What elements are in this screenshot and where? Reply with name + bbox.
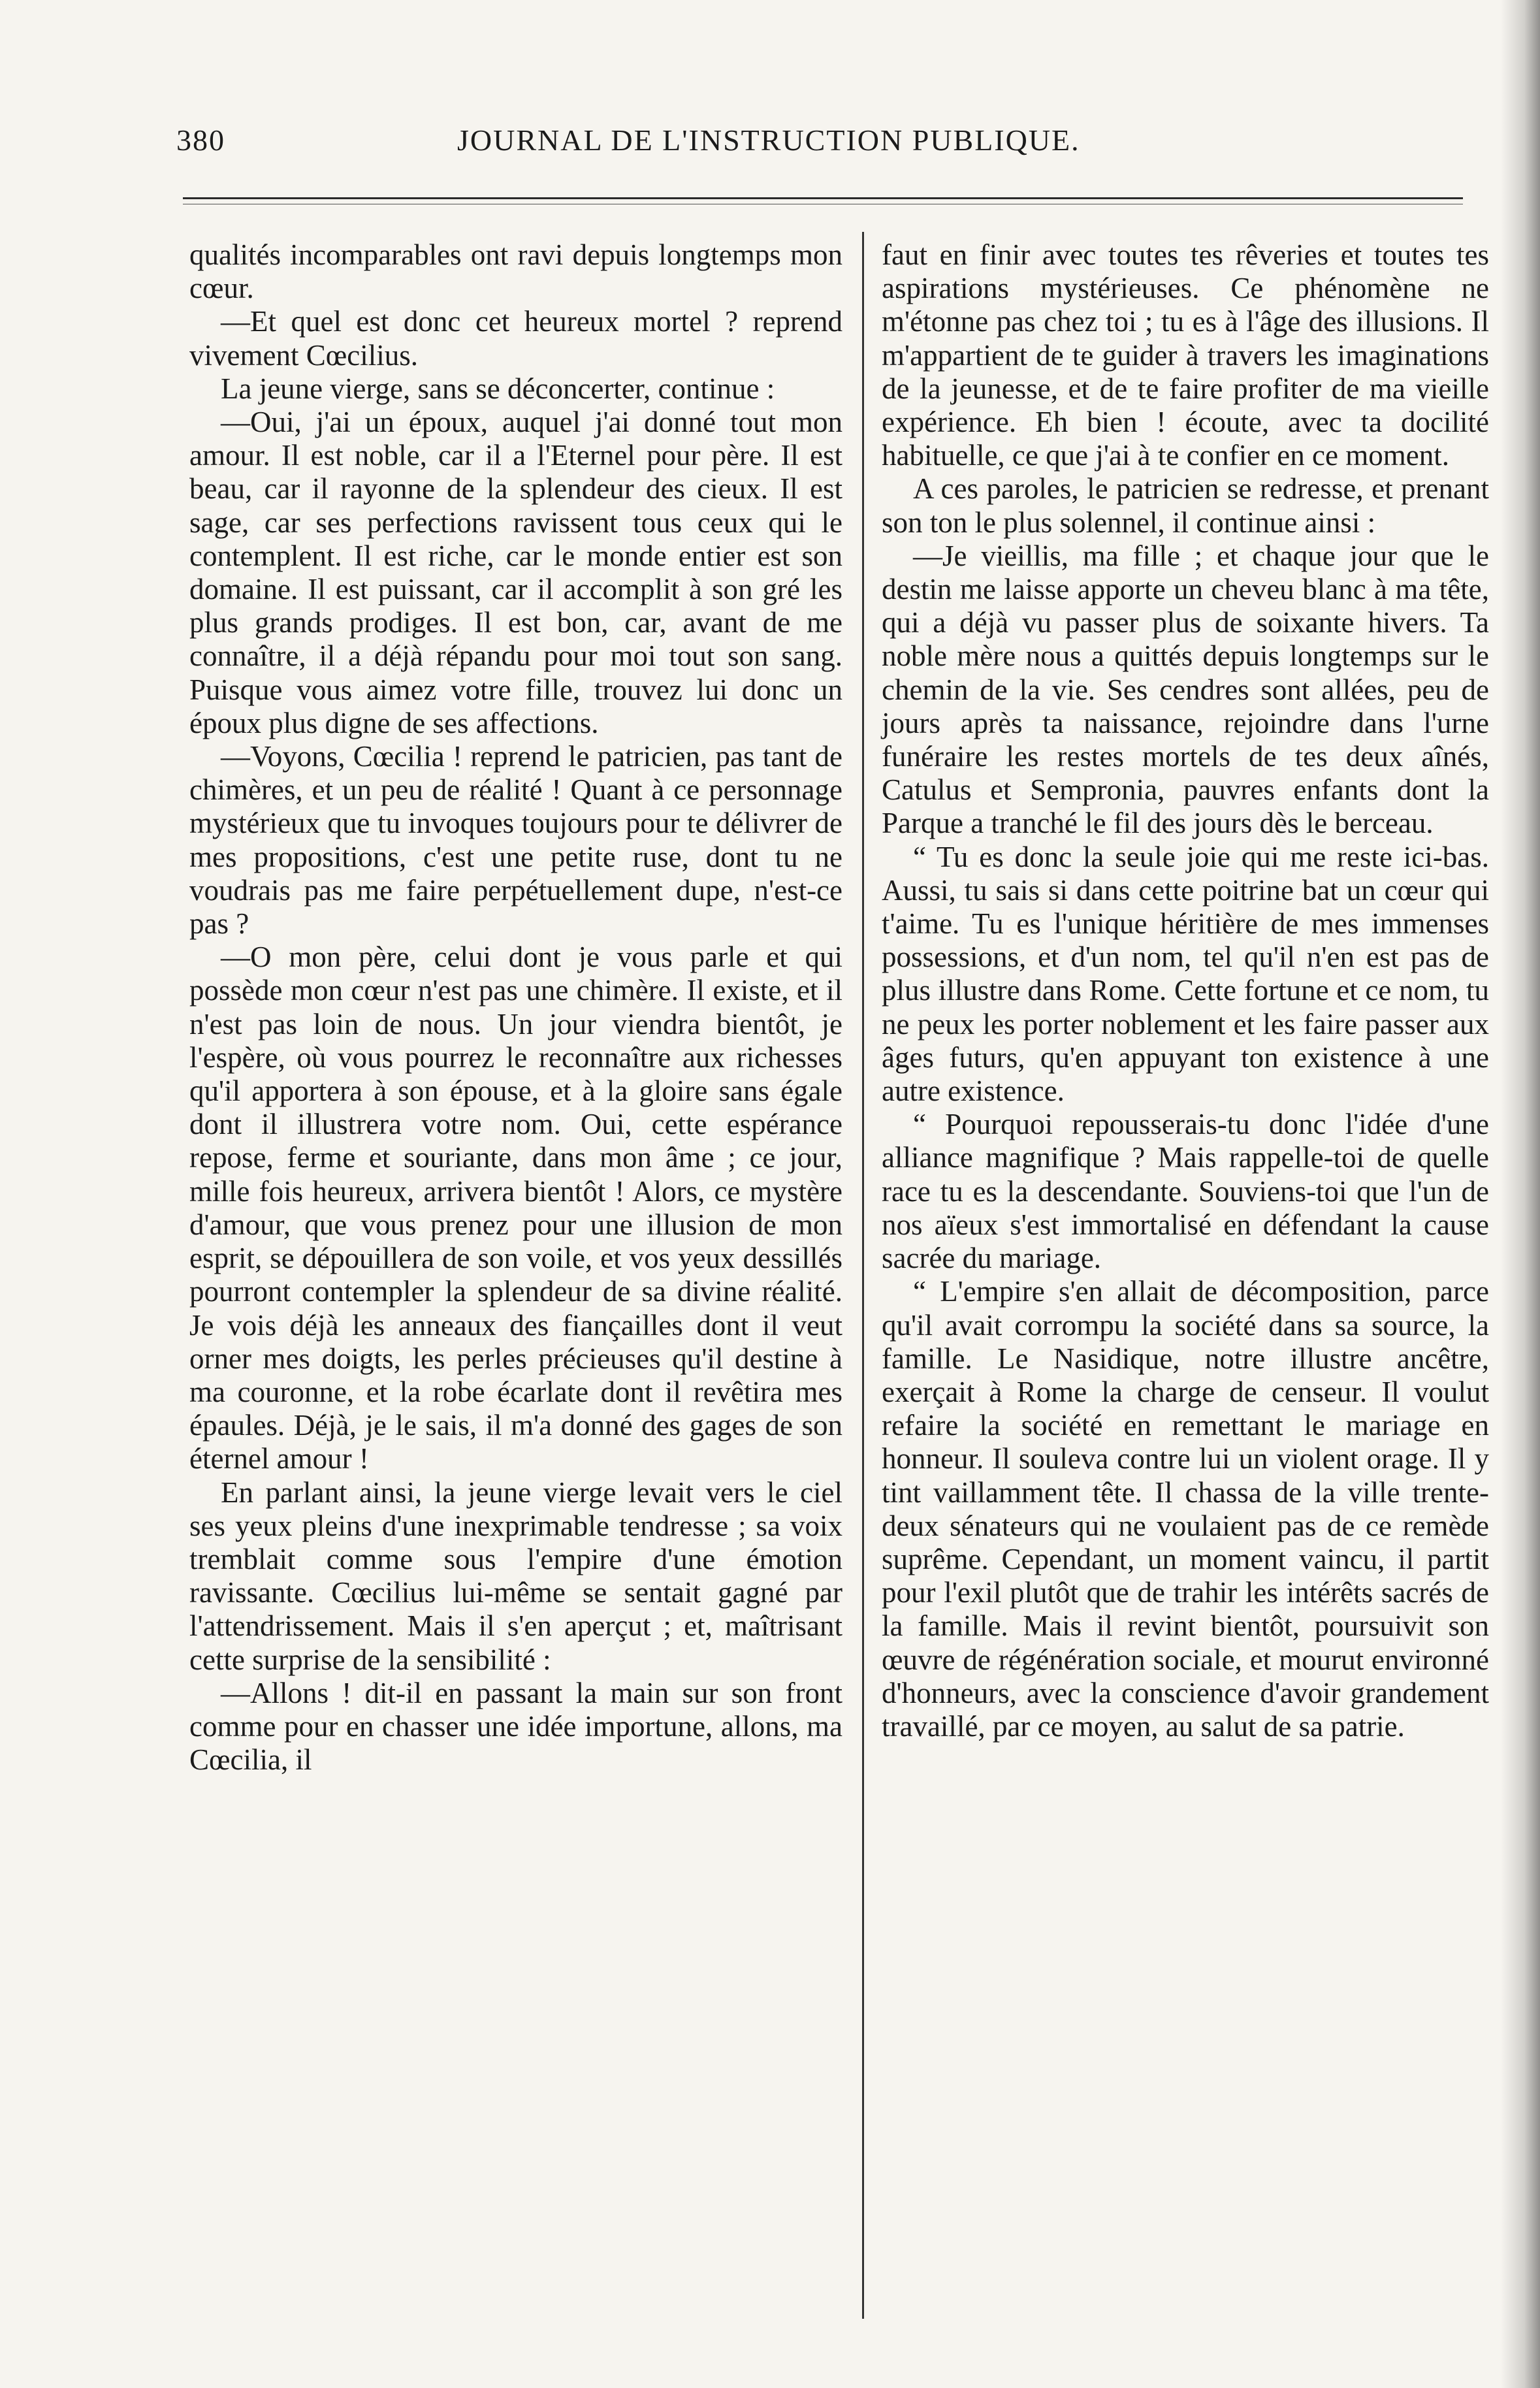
left-column [189, 238, 842, 1777]
paragraph: —Et quel est donc cet heureux mortel ? reprend vivement Cœcilius. [189, 305, 842, 372]
header-rule [183, 197, 1463, 199]
paragraph: —O mon père, celui dont je vous parle et qui possède mon cœur n'est pas une chimère. Il existe, et il n'est pas loin de nous. Un jour viendra bientôt, je l'espère, où vous pourrez le reconnaître aux richesses qu'il apportera à son épouse, et à la gloire sans égale dont il illustrera votre nom. Oui, cette espérance repose, ferme et souriante, dans mon âme ; ce jour, mille fois heureux, arrivera bientôt ! Alors, ce mystère d'amour, que vous prenez pour une illusion de mon esprit, se dépouillera de son voile, et vos yeux dessillés pourront contempler la splendeur de sa divine réalité. Je vois déjà les anneaux des fiançailles dont il veut orner mes doigts, les perles précieuses qu'il destine à ma couronne, et la robe écarlate dont il revêtira mes épaules. Déjà, je le sais, il m'a donné des gages de son éternel amour ! [189, 941, 842, 1476]
paragraph: —Je vieillis, ma fille ; et chaque jour que le destin me laisse apporte un cheveu blanc à ma tête, qui a déjà vu passer plus de soixante hivers. Ta noble mère nous a quittés depuis longtemps sur le chemin de la vie. Ses cendres sont allées, peu de jours après ta naissance, rejoindre dans l'urne funéraire les restes mortels de tes deux aînés, Catulus et Sempronia, pauvres enfants dont la Parque a tranché le fil des jours dès le berceau. [882, 539, 1489, 840]
paragraph: “ Tu es donc la seule joie qui me reste ici-bas. Aussi, tu sais si dans cette poitrine bat un cœur qui t'aime. Tu es l'unique héritière de mes immenses possessions, et d'un nom, tel qu'il n'en est pas de plus illustre dans Rome. Cette fortune et ce nom, tu ne peux les porter noblement et les faire passer aux âges futurs, qu'en appuyant ton existence à une autre existence. [882, 840, 1489, 1108]
paragraph: —Oui, j'ai un époux, auquel j'ai donné tout mon amour. Il est noble, car il a l'Eternel pour père. Il est beau, car il rayonne de la splendeur des cieux. Il est sage, car ses perfections ravissent tous ceux qui le contemplent. Il est riche, car le monde entier est son domaine. Il est puissant, car il accomplit à son gré les plus grands prodiges. Il est bon, car, avant de me connaître, il a déjà répandu pour moi tout son sang. Puisque vous aimez votre fille, trouvez lui donc un époux plus digne de ses affections. [189, 406, 842, 739]
paragraph: A ces paroles, le patricien se redresse, et prenant son ton le plus solennel, il continue ainsi : [882, 472, 1489, 539]
paragraph: —Allons ! dit-il en passant la main sur son front comme pour en chasser une idée importune, allons, ma Cœcilia, il [189, 1676, 842, 1777]
paragraph: “ L'empire s'en allait de décomposition, parce qu'il avait corrompu la société dans sa source, la famille. Le Nasidique, notre illustre ancêtre, exerçait à Rome la charge de censeur. Il voulut refaire la société en remettant le mariage en honneur. Il souleva contre lui un violent orage. Il y tint vaillamment tête. Il chassa de la ville trente-deux sénateurs qui ne voulaient pas de ce remède suprême. Cependant, un moment vaincu, il partit pour l'exil plutôt que de trahir les intérêts sacrés de la famille. Mais il revint bientôt, poursuivit son œuvre de régénération sociale, et mourut environné d'honneurs, avec la conscience d'avoir grandement travaillé, par ce moyen, au salut de sa patrie. [882, 1275, 1489, 1743]
paragraph: La jeune vierge, sans se déconcerter, continue : [221, 372, 775, 405]
page-number: 380 [176, 123, 225, 157]
paragraph: faut en finir avec toutes tes rêveries et toutes tes aspirations mystérieuses. Ce phénomène ne m'étonne pas chez toi ; tu es à l'âge des illusions. Il m'appartient de te guider à travers les imaginations de la jeunesse, et de te faire profiter de ma vieille expérience. Eh bien ! écoute, avec ta docilité habituelle, ce que j'ai à te confier en ce moment. [882, 238, 1489, 472]
paragraph: —Voyons, Cœcilia ! reprend le patricien, pas tant de chimères, et un peu de réalité ! Quant à ce personnage mystérieux que tu invoques toujours pour te délivrer de mes propositions, c'est une petite ruse, dont tu ne voudrais pas me faire perpétuellement dupe, n'est-ce pas ? [189, 740, 842, 941]
running-title: JOURNAL DE L'INSTRUCTION PUBLIQUE. [457, 123, 1080, 157]
paragraph: En parlant ainsi, la jeune vierge levait vers le ciel ses yeux pleins d'une inexprimable tendresse ; sa voix tremblait comme sous l'empire d'une émotion ravissante. Cœcilius lui-même se sentait gagné par l'attendrissement. Mais il s'en aperçut ; et, maîtrisant cette surprise de la sensibilité : [189, 1476, 842, 1676]
right-column [882, 238, 1489, 1743]
column-divider [862, 232, 864, 2319]
paragraph: “ Pourquoi repousserais-tu donc l'idée d'une alliance magnifique ? Mais rappelle-toi de quelle race tu es la descendante. Souviens-toi que l'un de nos aïeux s'est immortalisé en défendant la cause sacrée du mariage. [882, 1108, 1489, 1275]
page-header [176, 123, 1247, 169]
page-edge-shadow [1501, 0, 1540, 2388]
paragraph: qualités incomparables ont ravi depuis longtemps mon cœur. [189, 238, 842, 305]
